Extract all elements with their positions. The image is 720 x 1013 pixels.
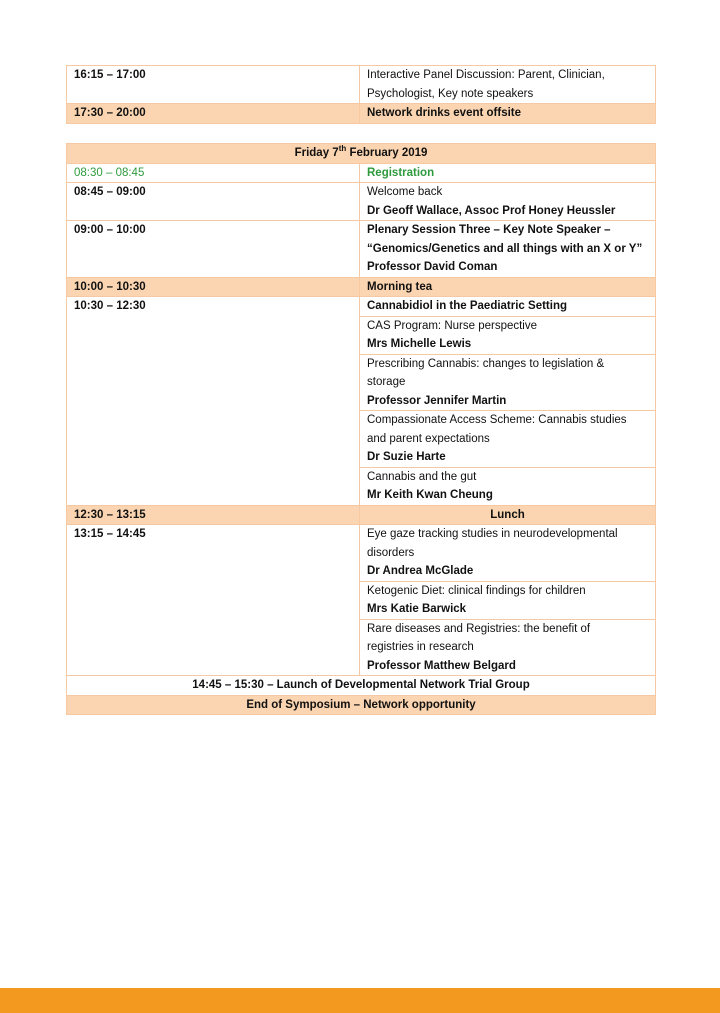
session-time: 16:15 – 17:00 <box>67 66 360 104</box>
talk-speaker: Mrs Michelle Lewis <box>367 338 472 350</box>
table-row <box>67 163 656 183</box>
session-line: Welcome back <box>367 186 443 198</box>
talk-details <box>360 619 656 676</box>
table-row-highlight <box>67 695 656 715</box>
thursday-schedule-table <box>66 65 656 124</box>
day-header-row <box>67 144 656 164</box>
talk-line: Ketogenic Diet: clinical findings for children <box>367 584 586 597</box>
day-header-suffix: th <box>338 144 347 154</box>
talk-line: Compassionate Access Scheme: Cannabis studies <box>367 414 627 426</box>
talk-speaker: Mrs Katie Barwick <box>367 603 467 615</box>
session-time: 08:45 – 09:00 <box>67 183 360 221</box>
talk-speaker: Mr Keith Kwan Cheung <box>367 489 493 501</box>
session-details <box>360 221 656 278</box>
talk-line: Rare diseases and Registries: the benefit of <box>367 622 591 635</box>
talk-details <box>360 467 656 505</box>
session-time: 08:30 – 08:45 <box>67 163 360 183</box>
table-row <box>67 221 656 278</box>
session-time: 17:30 – 20:00 <box>67 104 360 124</box>
table-row <box>67 525 656 582</box>
talk-speaker: Professor Matthew Belgard <box>367 659 516 672</box>
session-time: 13:15 – 14:45 <box>67 525 360 676</box>
talk-line: Prescribing Cannabis: changes to legislation & <box>367 357 605 370</box>
talk-details <box>360 525 656 582</box>
launch-session: 14:45 – 15:30 – Launch of Developmental Network Trial Group <box>67 676 656 696</box>
talk-line: Eye gaze tracking studies in neurodevelopmental <box>367 528 618 540</box>
talk-details <box>360 354 656 411</box>
session-speaker: Professor David Coman <box>367 261 498 273</box>
table-row <box>67 297 656 317</box>
session-details <box>360 66 656 104</box>
talk-line: Cannabis and the gut <box>367 470 477 483</box>
session-line: Interactive Panel Discussion: Parent, Clinician, <box>367 69 605 81</box>
session-title: Lunch <box>360 505 656 525</box>
session-title: Registration <box>360 163 656 183</box>
end-of-symposium: End of Symposium – Network opportunity <box>67 695 656 715</box>
talk-line: storage <box>367 376 406 388</box>
day-header <box>67 144 656 164</box>
session-time: 10:30 – 12:30 <box>67 297 360 506</box>
session-time: 09:00 – 10:00 <box>67 221 360 278</box>
footer-bar <box>0 988 720 1013</box>
talk-line: registries in research <box>367 641 474 653</box>
session-title: Morning tea <box>360 277 656 297</box>
talk-speaker: Dr Suzie Harte <box>367 451 446 463</box>
table-row-highlight <box>67 505 656 525</box>
talk-line: CAS Program: Nurse perspective <box>367 319 538 332</box>
session-speaker: Dr Geoff Wallace, Assoc Prof Honey Heussler <box>367 204 616 217</box>
talk-line: disorders <box>367 546 415 559</box>
session-title: Network drinks event offsite <box>360 104 656 124</box>
session-line: Psychologist, Key note speakers <box>367 87 534 100</box>
table-row-highlight <box>67 277 656 297</box>
talk-line: and parent expectations <box>367 432 490 445</box>
talk-details <box>360 411 656 468</box>
table-row <box>67 183 656 221</box>
friday-schedule-table <box>66 143 656 715</box>
session-heading: Cannabidiol in the Paediatric Setting <box>360 297 656 317</box>
talk-details <box>360 581 656 619</box>
session-details <box>360 183 656 221</box>
day-header-date: February 2019 <box>346 147 428 159</box>
talk-speaker: Professor Jennifer Martin <box>367 394 507 407</box>
table-row <box>67 676 656 696</box>
talk-speaker: Dr Andrea McGlade <box>367 565 474 577</box>
table-row-highlight <box>67 104 656 124</box>
session-line: “Genomics/Genetics and all things with an X or Y” <box>367 242 643 255</box>
talk-details <box>360 316 656 354</box>
session-line: Plenary Session Three – Key Note Speaker – <box>367 224 611 236</box>
session-time: 12:30 – 13:15 <box>67 505 360 525</box>
day-header-text: Friday 7 <box>294 147 339 159</box>
table-row <box>67 66 656 104</box>
session-time: 10:00 – 10:30 <box>67 277 360 297</box>
